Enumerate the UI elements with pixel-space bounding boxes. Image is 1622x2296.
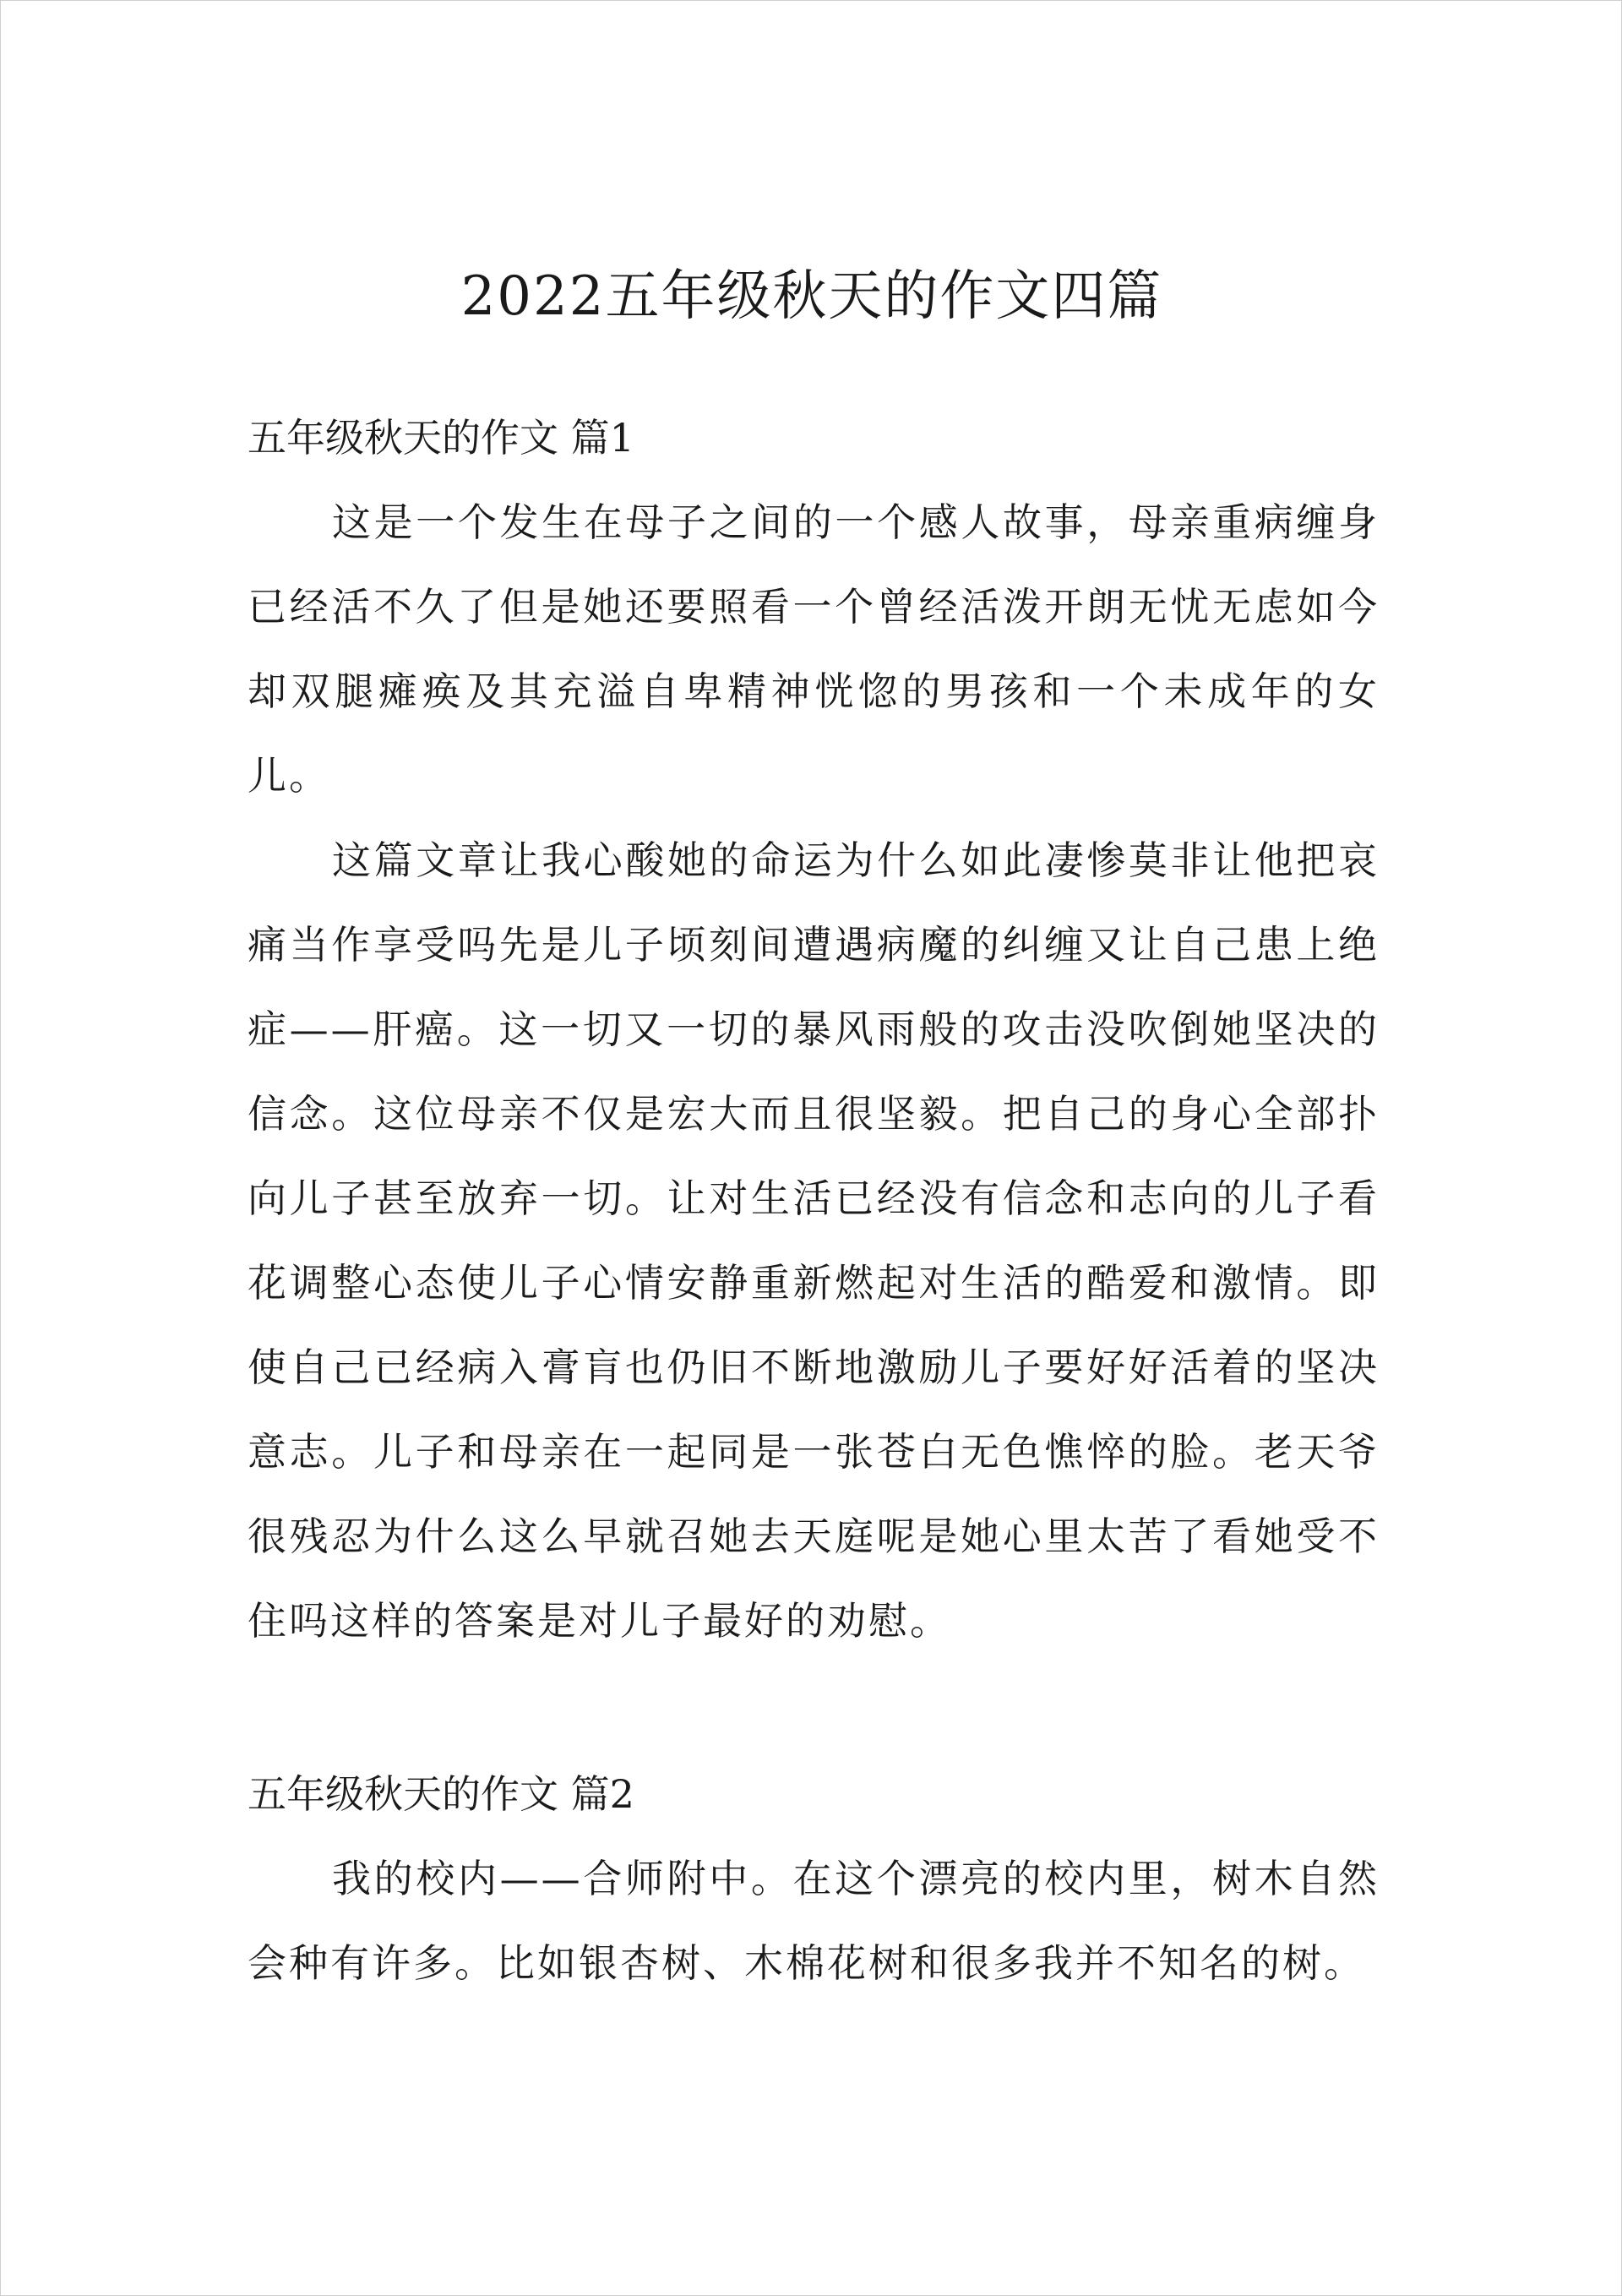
section-heading-2: 五年级秋天的作文 篇2: [248, 1771, 634, 1817]
paragraph-1-2: 这篇文章让我心酸她的命运为什么如此凄惨莫非让他把哀痛当作享受吗先是儿子顷刻间遭遇病魔的纠缠又让自己患上绝症——肝癌。这一切又一切的暴风雨般的攻击没吹倒她坚决的信念。这位母亲不仅是宏大而且很坚毅。把自己的身心全部扑向儿子甚至放弃一切。让对生活已经没有信念和志向的儿子看花调整心态使儿子心情安静重新燃起对生活的酷爱和激情。即使自己已经病入膏肓也仍旧不断地激励儿子要好好活着的坚决意志。儿子和母亲在一起同是一张苍白无色憔悴的脸。老天爷很残忍为什么这么早就召她去天庭呢是她心里太苦了看她受不住吗这样的答案是对儿子最好的劝慰。: [248, 837, 1380, 1644]
paragraph-1-1: 这是一个发生在母子之间的一个感人故事，母亲重病缠身已经活不久了但是她还要照看一个曾经活泼开朗无忧无虑如今却双腿瘫痪及其充溢自卑精神恍惚的男孩和一个未成年的女儿。: [248, 499, 1380, 799]
section-heading-1: 五年级秋天的作文 篇1: [248, 415, 634, 461]
document-title: 2022五年级秋天的作文四篇: [460, 265, 1163, 328]
paragraph-2-1: 我的校内——合师附中。在这个漂亮的校内里，树木自然会种有许多。比如银杏树、木棉花树和很多我并不知名的树。: [248, 1856, 1380, 1986]
